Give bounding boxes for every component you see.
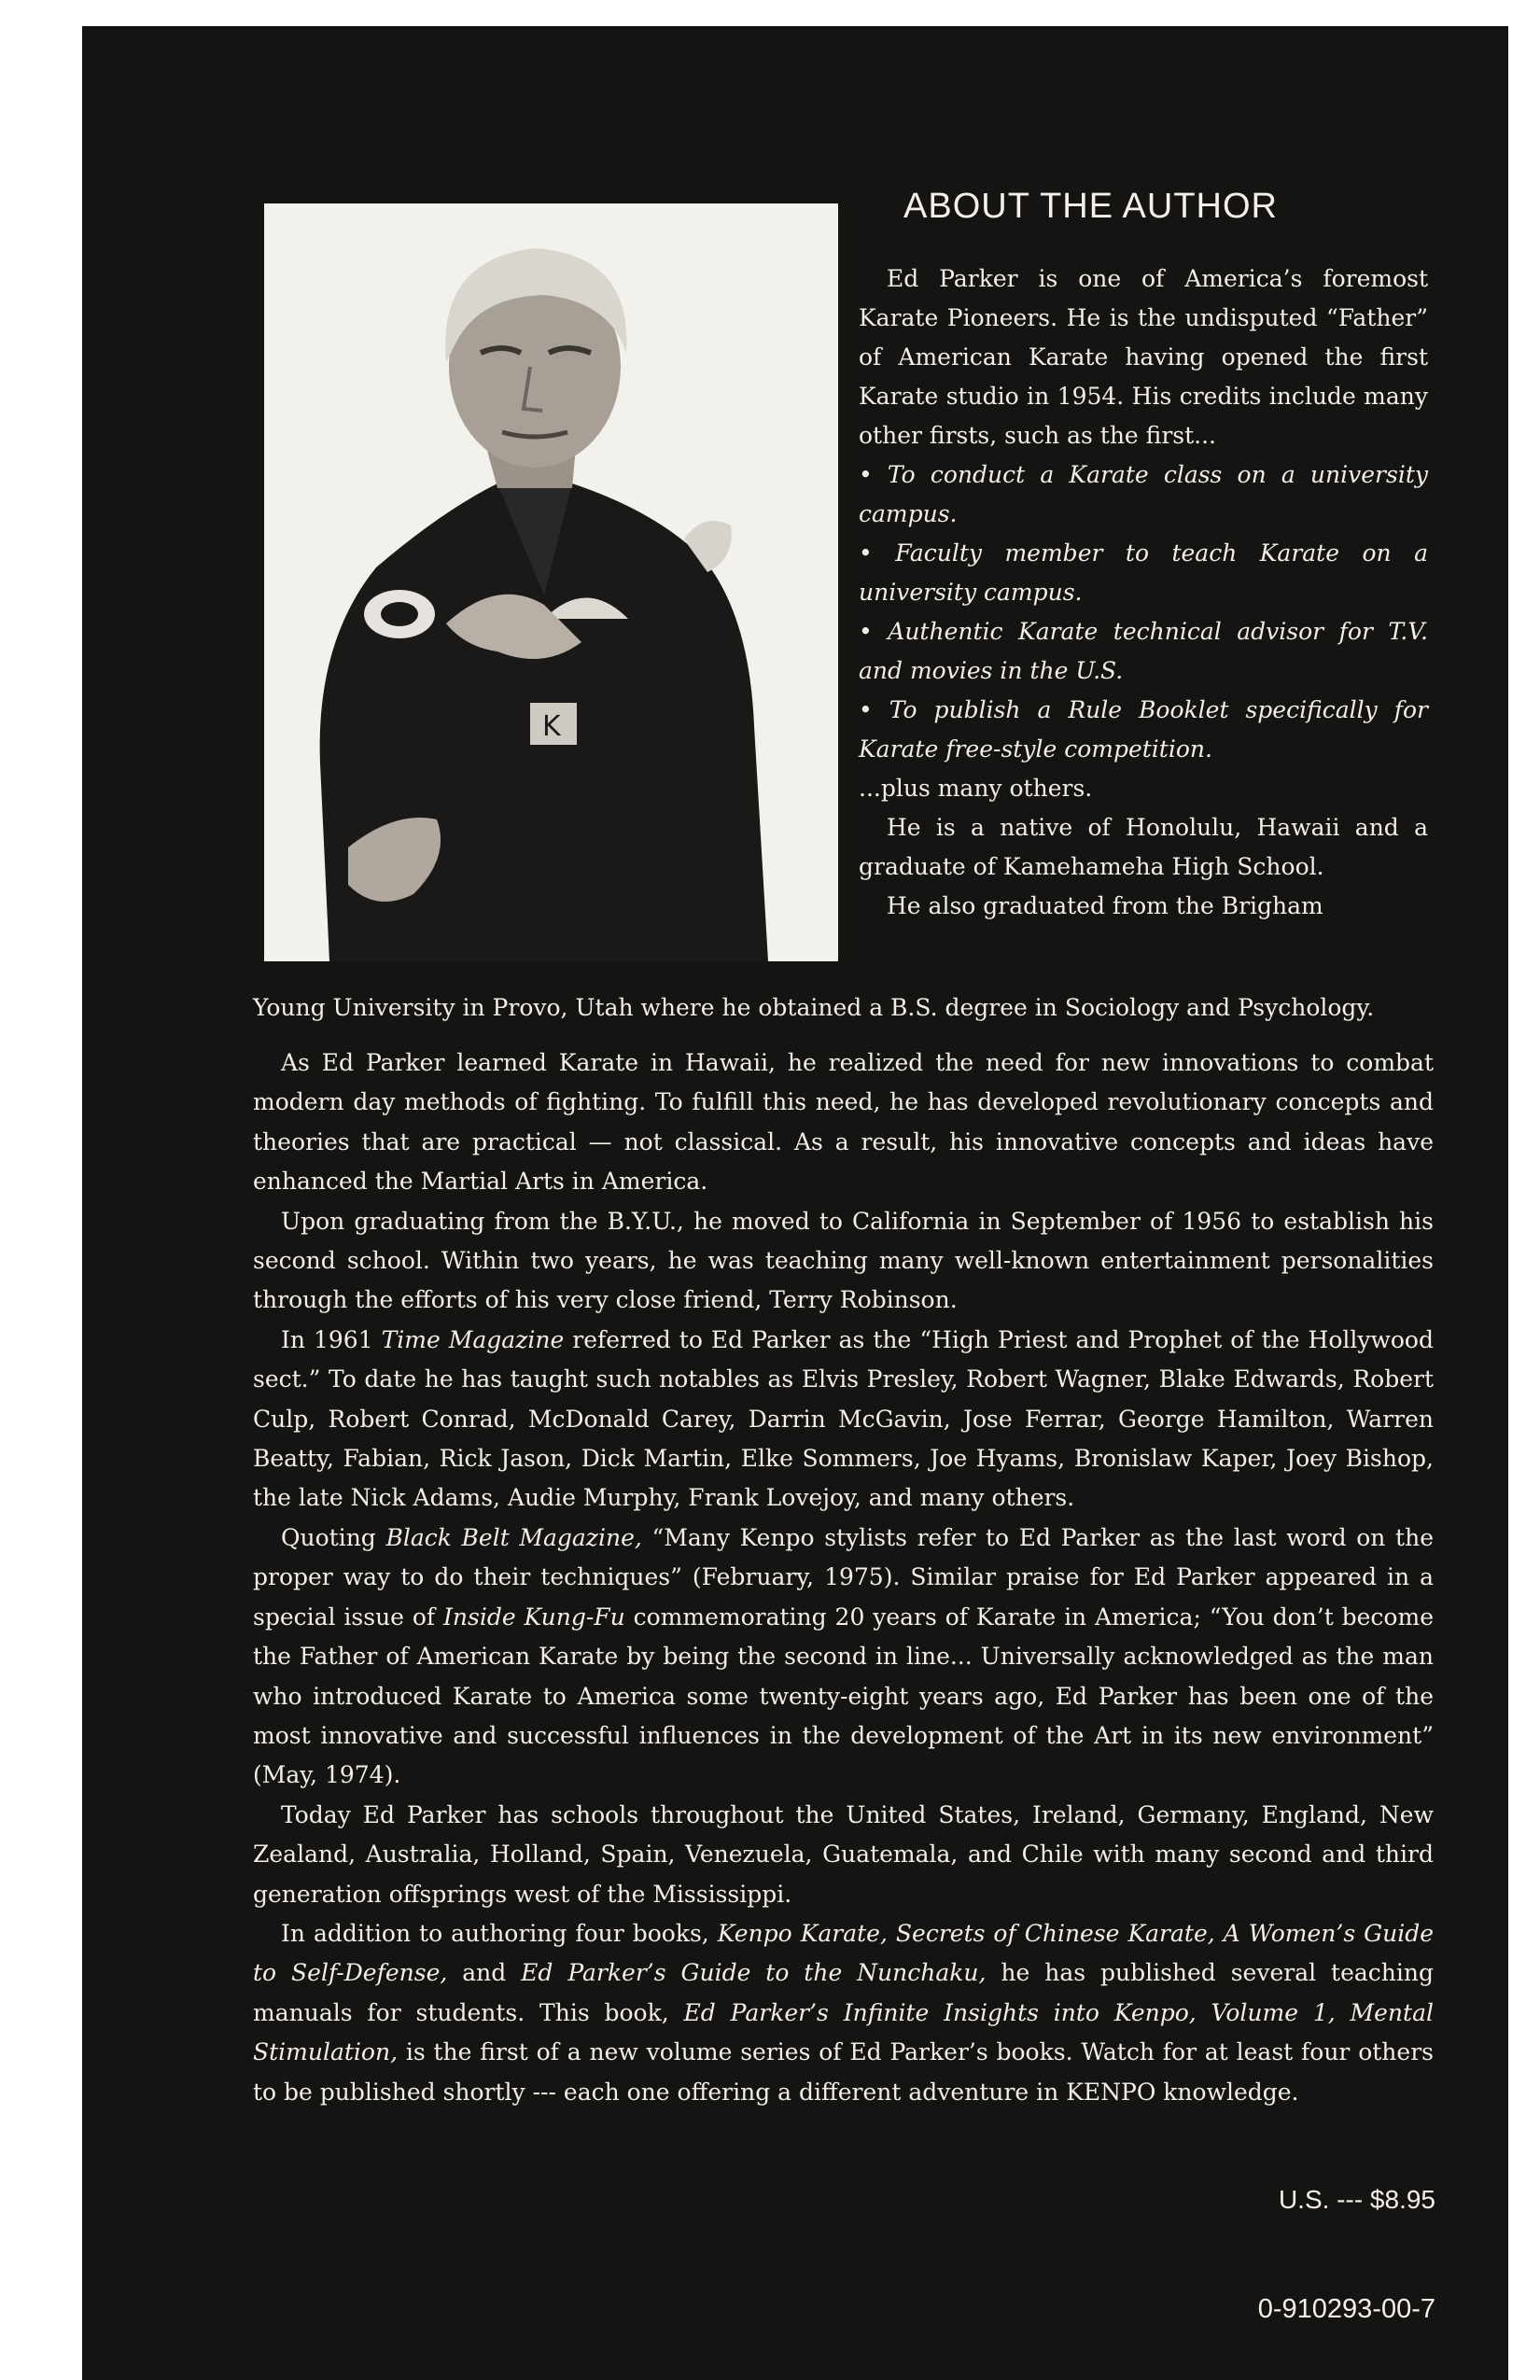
body-paragraph: Today Ed Parker has schools throughout the United States, Ireland, Germany, England, New Zealand, Australia, Holland, Spain, Venezuela, Guatemala, and Chile with many second and third generation offsprings west of the Mississippi. [253,1800,1434,1908]
text-span: commemorating 20 years of Karate in America; “You don’t become the Father of American Karate by being the second in line... Universally acknowledged as the man who introduced Karate to America some twenty-eight years ago, Ed Parker has been one of the most innovative and successful influences in the development of the Art in its new environment” (May, 1974). [253,1603,1434,1789]
isbn-number: 0-910293-00-7 [1257,2294,1435,2324]
intro-section [859,259,1428,926]
bullet-item: • To conduct a Karate class on a university campus. [859,461,1428,527]
page-title: ABOUT THE AUTHOR [903,187,1278,226]
body-paragraph: Upon graduating from the B.Y.U., he moved to California in September of 1956 to establish his second school. Within two years, he was teaching many well-known entertainment personalities through the efforts of his very close friend, Terry Robinson. [253,1207,1434,1314]
author-portrait-illustration [264,203,838,961]
intro-paragraph: Ed Parker is one of America’s foremost Karate Pioneers. He is the undisputed “Father” of American Karate having opened the first Karate studio in 1954. His credits include many other firsts, such as the first... [859,265,1428,449]
magazine-title: Inside Kung-Fu [443,1603,625,1631]
body-text [253,1043,1434,2112]
education-paragraph: Young University in Provo, Utah where he obtained a B.S. degree in Sociology and Psychology. [253,994,1375,1021]
plus-others-line: ...plus many others. [859,775,1093,802]
back-cover [82,26,1508,2380]
book-title: Ed Parker’s Infinite Insights into Kenpo, Volume 1, Mental Stimulation, [253,1998,1434,2066]
magazine-title: Black Belt Magazine, [385,1523,642,1551]
svg-text:K: K [542,710,561,743]
text-span: and [447,1959,522,1987]
text-span: In addition to authoring four books, [281,1919,718,1947]
author-photo [264,203,838,961]
text-span: In 1961 [281,1325,382,1353]
bullet-item: • Faculty member to teach Karate on a university campus. [859,539,1428,606]
text-span: he has published several teaching manuals for students. This book, [253,1959,1434,2026]
magazine-title: Time Magazine [381,1325,565,1353]
price-label: U.S. --- $8.95 [1278,2185,1435,2214]
bullet-item: • Authentic Karate technical advisor for T.V. and movies in the U.S. [859,618,1428,684]
body-paragraph [253,1914,1434,2112]
body-paragraph [253,1519,1434,1796]
text-span: referred to Ed Parker as the “High Priest and Prophet of the Hollywood sect.” To date he has taught such notables as Elvis Presley, Robert Wagner, Blake Edwards, Robert Culp, Robert Conrad, McDonald Carey, Darrin McGavin, Jose Ferrar, George Hamilton, Warren Beatty, Fabian, Rick Jason, Dick Martin, Elke Sommers, Joe Hyams, Bronislaw Kaper, Joey Bishop, the late Nick Adams, Audie Murphy, Frank Lovejoy, and many others. [253,1325,1434,1512]
education-continuation [253,965,1429,1051]
text-span: is the first of a new volume series of Ed Parker’s books. Watch for at least four others to be published shortly --- each one offering a different adventure in KENPO knowledge. [253,2038,1434,2106]
body-paragraph: As Ed Parker learned Karate in Hawaii, he realized the need for new innovations to combat modern day methods of fighting. To fulfill this need, he has developed revolutionary concepts and theories that are practical — not classical. As a result, his innovative concepts and ideas have enhanced the Martial Arts in America. [253,1049,1434,1196]
book-titles: Kenpo Karate, Secrets of Chinese Karate, A Women’s Guide to Self-Defense, [253,1919,1434,1987]
body-paragraph [253,1321,1434,1519]
text-span: Quoting [281,1523,386,1551]
bullet-item: • To publish a Rule Booklet specifically for Karate free-style competition. [859,696,1428,763]
text-span: “Many Kenpo stylists refer to Ed Parker as the last word on the proper way to do their techniques” (February, 1975). Similar praise for Ed Parker appeared in a special issue of [253,1523,1434,1631]
native-paragraph: He is a native of Honolulu, Hawaii and a graduate of Kamehameha High School. [859,814,1428,880]
book-title: Ed Parker’s Guide to the Nunchaku, [521,1959,987,1987]
graduated-line: He also graduated from the Brigham [887,892,1323,919]
